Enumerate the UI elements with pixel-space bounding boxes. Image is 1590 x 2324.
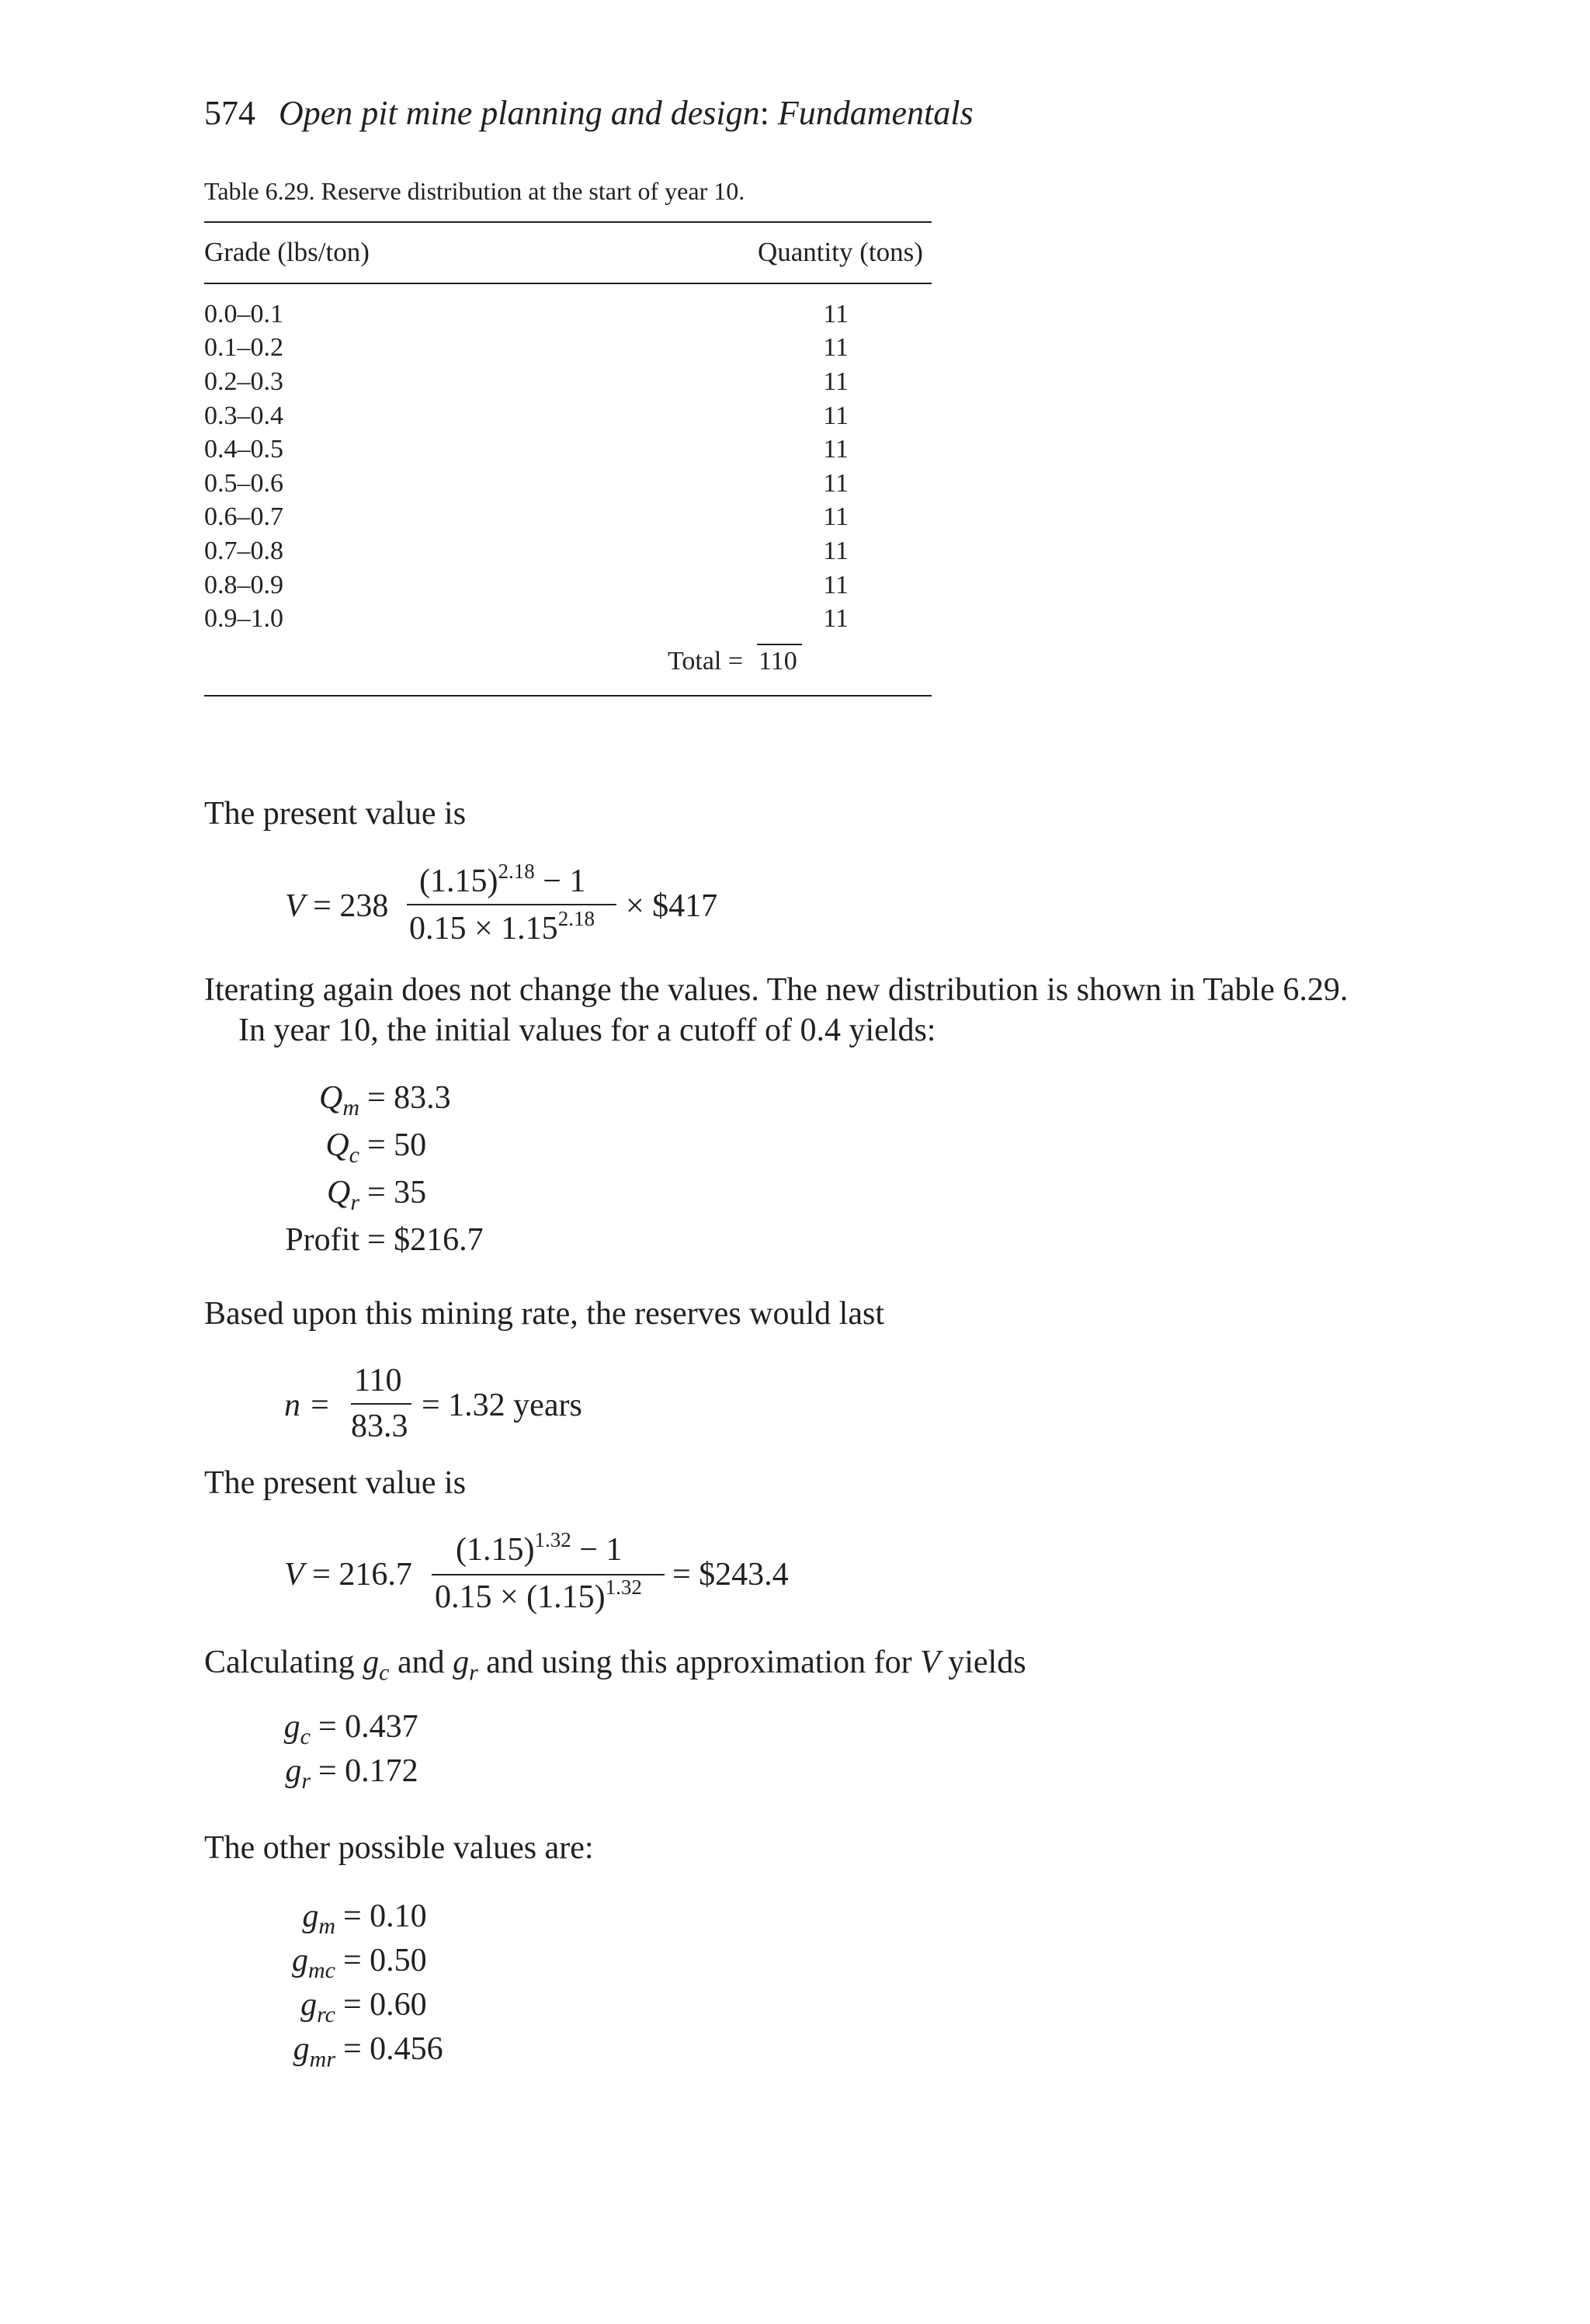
table-top-rule — [204, 221, 932, 223]
eq2-coef: = 216.7 — [312, 1557, 412, 1593]
y10-rhs: = 83.3 — [367, 1080, 451, 1116]
ov-row — [233, 1898, 543, 1942]
y10-row — [233, 1127, 613, 1174]
eq-n-denominator: 83.3 — [351, 1409, 408, 1444]
table-row — [204, 332, 932, 366]
ov-rhs: = 0.456 — [343, 2031, 443, 2067]
g-lhs: $g_c$ — [283, 1709, 311, 1750]
y10-lhs: $Q_m$ — [318, 1080, 359, 1121]
quantity-cell: 11 — [823, 333, 849, 363]
eq2-lhs: V — [284, 1557, 304, 1593]
y10-rhs: = 35 — [367, 1175, 427, 1211]
table-header-rule — [204, 283, 932, 284]
eq-n-numerator: 110 — [354, 1363, 402, 1398]
quantity-cell: 11 — [823, 468, 849, 498]
ov-rhs: = 0.60 — [343, 1987, 427, 2023]
table-row — [204, 602, 932, 636]
eq2-denominator: $0.15 \times (1.15)^{1.32}$ — [435, 1575, 642, 1615]
eq1-tail: × $417 — [626, 888, 718, 924]
pv2-intro: The present value is — [204, 1465, 467, 1501]
other-values-text: The other possible values are: — [204, 1830, 594, 1866]
y10-row — [233, 1079, 613, 1127]
quantity-cell: 11 — [823, 570, 849, 599]
total-value: 110 — [759, 647, 797, 676]
y10-row — [233, 1221, 613, 1269]
table-bottom-rule — [204, 695, 932, 697]
eq2-rhs: = $243.4 — [672, 1557, 789, 1593]
quantity-cell: 11 — [823, 536, 849, 565]
col-header-grade: Grade (lbs/ton) — [204, 237, 370, 267]
y10-rhs: = $216.7 — [367, 1222, 484, 1258]
ov-lhs: $g_{rc}$ — [300, 1987, 335, 2028]
grade-cell: 0.3–0.4 — [204, 401, 283, 430]
year10-text: In year 10, the initial values for a cutoff of 0.4 yields: — [238, 1013, 936, 1048]
eq1-numerator: $(1.15)^{2.18} - 1$ — [419, 860, 586, 899]
eq-n-rhs: = 1.32 years — [422, 1388, 582, 1423]
quantity-cell: 11 — [823, 435, 849, 464]
grade-cell: 0.4–0.5 — [204, 435, 283, 464]
y10-row — [233, 1174, 613, 1221]
pv1-intro: The present value is — [204, 796, 467, 832]
table-row — [204, 365, 932, 399]
table-row — [204, 297, 932, 332]
table-caption: Table 6.29. Reserve distribution at the start of year 10. — [204, 177, 745, 205]
total-overline — [757, 644, 802, 645]
book-subtitle: Fundamentals — [777, 94, 974, 132]
g-row — [233, 1708, 543, 1753]
g-rhs: = 0.172 — [318, 1753, 418, 1789]
grade-cell: 0.8–0.9 — [204, 570, 283, 599]
eq2-numerator: $(1.15)^{1.32} - 1$ — [456, 1528, 623, 1568]
table-body — [204, 297, 932, 636]
total-label: Total = — [668, 647, 744, 676]
g-values — [233, 1708, 543, 1797]
grade-cell: 0.0–0.1 — [204, 299, 283, 328]
y10-lhs: Profit — [285, 1222, 359, 1258]
g-lhs: $g_r$ — [285, 1753, 311, 1794]
ov-row — [233, 1986, 543, 2030]
quantity-cell: 11 — [823, 604, 849, 634]
grade-cell: 0.5–0.6 — [204, 468, 283, 498]
based-upon-text: Based upon this mining rate, the reserves would last — [204, 1296, 884, 1332]
g-row — [233, 1753, 543, 1797]
ov-row — [233, 1942, 543, 1986]
quantity-cell: 11 — [823, 502, 849, 532]
other-values — [233, 1898, 543, 2075]
grade-cell: 0.2–0.3 — [204, 366, 283, 396]
table-row — [204, 399, 932, 433]
eq1-coef: = 238 — [313, 888, 389, 924]
y10-rhs: = 50 — [367, 1127, 427, 1163]
ov-row — [233, 2030, 543, 2075]
iterating-text: Iterating again does not change the values. The new distribution is shown in Table 6.29. — [204, 972, 1349, 1008]
ov-lhs: $g_{mc}$ — [292, 1943, 335, 1984]
quantity-cell: 11 — [823, 401, 849, 430]
book-title: Open pit mine planning and design — [279, 94, 760, 132]
ov-rhs: = 0.10 — [343, 1898, 427, 1934]
eq-n-fraction-bar — [351, 1403, 411, 1405]
ov-lhs: $g_{mr}$ — [293, 2031, 335, 2072]
eq-n-lhs: n = — [284, 1388, 331, 1423]
quantity-cell: 11 — [823, 299, 849, 328]
col-header-quantity: Quantity (tons) — [758, 237, 923, 267]
table-row — [204, 568, 932, 603]
eq1-denominator: $0.15 \times 1.15^{2.18}$ — [409, 907, 595, 947]
table-row — [204, 467, 932, 501]
y10-lhs: $Q_c$ — [325, 1127, 359, 1169]
grade-cell: 0.1–0.2 — [204, 333, 283, 363]
grade-cell: 0.7–0.8 — [204, 536, 283, 565]
eq1-fraction-bar — [407, 904, 616, 905]
y10-lhs: $Q_r$ — [326, 1175, 359, 1216]
table-row — [204, 534, 932, 568]
quantity-cell: 11 — [823, 366, 849, 396]
ov-lhs: $g_m$ — [302, 1898, 335, 1940]
grade-cell: 0.6–0.7 — [204, 502, 283, 532]
calculating-text: Calculating $g_c$ and $g_r$ and using this approximation for V yields — [204, 1645, 1026, 1686]
running-header: 574 Open pit mine planning and design: Fundamentals — [204, 94, 974, 132]
ov-rhs: = 0.50 — [343, 1943, 427, 1978]
page-number: 574 — [204, 94, 255, 132]
g-rhs: = 0.437 — [318, 1709, 418, 1745]
grade-cell: 0.9–1.0 — [204, 604, 283, 634]
eq1-lhs: V — [285, 888, 305, 924]
year10-values — [233, 1079, 613, 1269]
table-row — [204, 432, 932, 467]
table-row — [204, 501, 932, 535]
